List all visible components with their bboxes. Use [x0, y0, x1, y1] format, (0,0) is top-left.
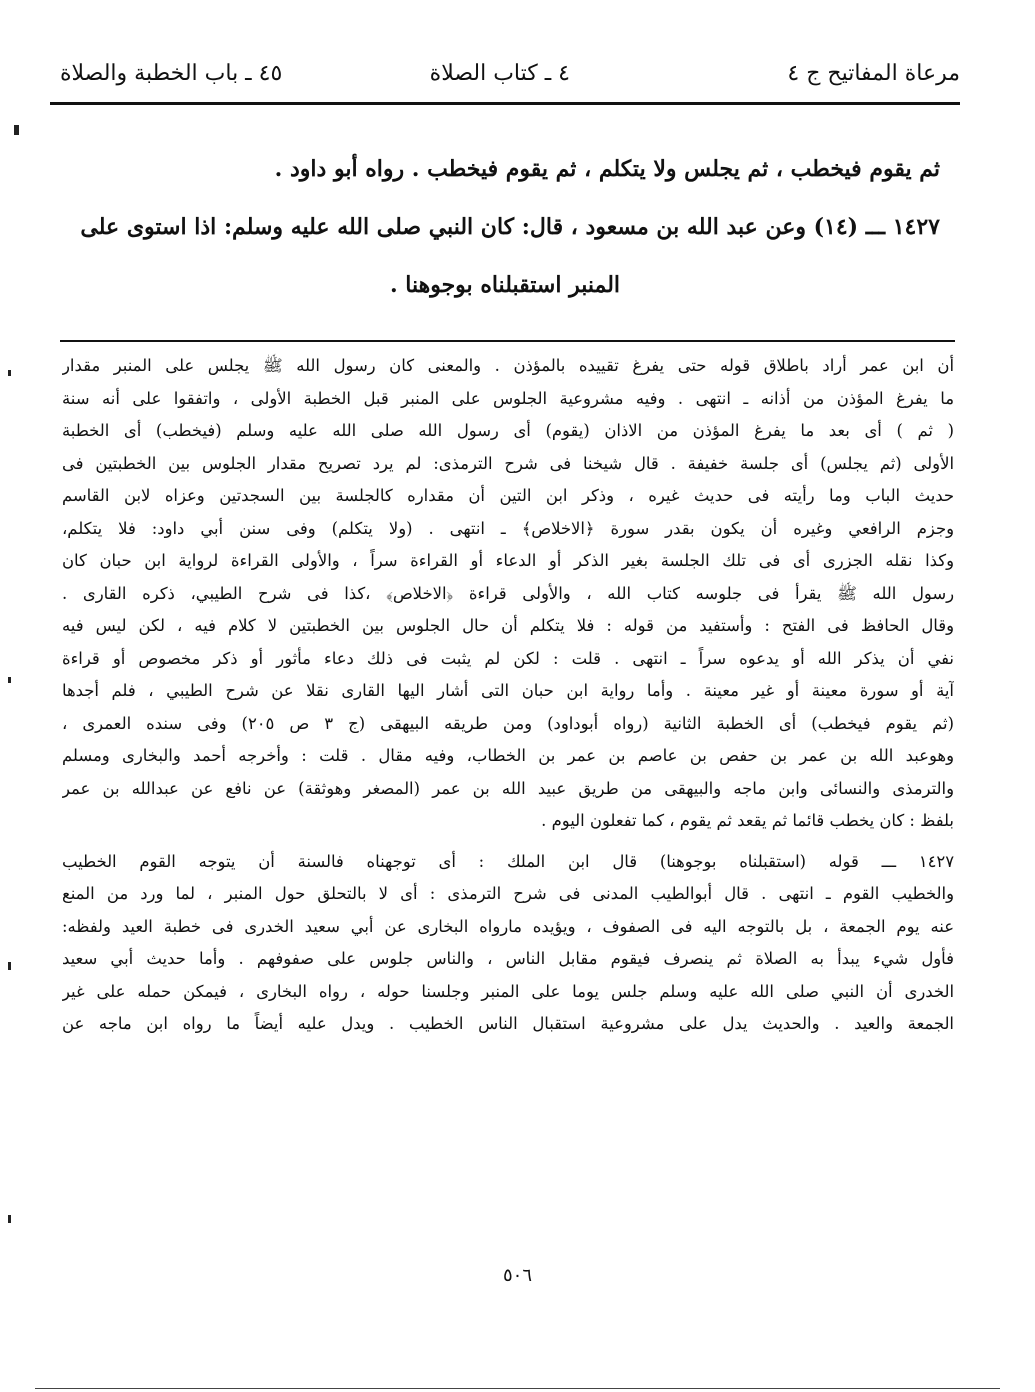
hadith-text: [70, 140, 940, 314]
commentary-line: آية أو سورة معينة أو غير معينة . وأما رواية ابن حبان التى أشار اليها القارى نقلا عن شرح الطيبي ، فلم أجدها: [62, 681, 954, 700]
commentary-line: (ثم يقوم فيخطب) أى الخطبة الثانية (رواه أبوداود) ومن طريقه البيهقى (ج ٣ ص ٢٠٥) وفى سنده العمرى ،: [62, 713, 954, 733]
commentary-line: وكذا نقله الجزرى أى فى تلك الجلسة بغير الذكر أو الدعاء أو القراءة سراً ، والأولى القراءة لرواية ابن حبان كان: [62, 551, 954, 570]
commentary-line: بلفظ : كان يخطب قائما ثم يقعد ثم يقوم ، كما تفعلون اليوم .: [541, 811, 954, 830]
commentary: [62, 350, 954, 1041]
commentary-line: ( ثم ) أى بعد ما يفرغ المؤذن من الاذان (يقوم) أى رسول الله صلى الله عليه وسلم (فيخطب) أى الخطبة: [62, 421, 954, 440]
commentary-line: فأول شيء يبدأ به الصلاة ثم ينصرف فيقوم مقابل الناس ، والناس جلوس على صفوفهم . وأما حديث أبي سعيد: [62, 949, 954, 968]
commentary-line: والترمذى والنسائى وابن ماجه والبيهقى من طريق عبيد الله بن عمر (المصغر وهوثقة) عن نافع عن عبدالله بن عمر: [62, 778, 954, 798]
scan-speck: [14, 125, 19, 135]
hadith-line: ١٤٢٧ ـــ (١٤) وعن عبد الله بن مسعود ، قال: كان النبي صلى الله عليه وسلم: اذا استوى على: [80, 214, 940, 240]
commentary-line: الجمعة والعيد . والحديث يدل على مشروعية استقبال الناس الخطيب . ويدل عليه أيضاً ما رواه ابن ماجه عن: [62, 1014, 954, 1033]
header-rule: [50, 102, 960, 105]
scan-edge: [35, 1388, 1000, 1389]
commentary-line: الخدرى أن النبي صلى الله عليه وسلم جلس يوما على المنبر وجلسنا حوله ، رواه البخارى ، فيمكن حمله على غير: [62, 981, 954, 1001]
header-chapter: ٤ ـ كتاب الصلاة: [429, 61, 570, 86]
commentary-line: نفي أن يذكر الله أو يدعوه سراً ـ انتهى . قلت : لكن لم يثبت فى ذلك دعاء مأثور أو ذكر مخصوص أو قراءة: [62, 648, 954, 668]
scan-speck: [8, 962, 11, 970]
commentary-line: وقال الحافظ فى الفتح : وأستفيد من قوله : فلا يتكلم أن حال الجلوس بين الخطبتين لا كلام فيه ، لكن ليس فيه: [62, 616, 954, 635]
commentary-line: عنه يوم الجمعة ، بل بالتوجه اليه فى الصفوف ، ويؤيده مارواه البخارى عن أبي سعيد الخدرى فى خطبة العيد ولفظه:: [62, 916, 954, 936]
footnote-rule: [60, 340, 955, 342]
commentary-line: وهوعبد الله بن عمر بن حفص بن عاصم بن عمر بن الخطاب، وفيه مقال . قلت : وأخرجه أحمد والبخارى ومسلم: [62, 746, 954, 765]
hadith-line: المنبر استقبلناه بوجوهنا .: [389, 272, 621, 298]
commentary-line: أن ابن عمر أراد باطلاق قوله حتى يفرغ تقييده بالمؤذن . والمعنى كان رسول الله ﷺ يجلس على المنبر مقدار: [62, 356, 954, 375]
commentary-line: حديث الباب وما رأيته فى حديث غيره ، وذكر ابن التين أن مقداره كالجلسة بين السجدتين وعزاه لابن القاسم: [62, 486, 954, 505]
scan-speck: [8, 370, 11, 376]
commentary-line: الأولى (ثم يجلس) أى جلسة خفيفة . قال شيخنا فى شرح الترمذى: لم يرد تصريح مقدار الجلوس بين الخطبتين فى: [62, 453, 954, 473]
commentary-line: والخطيب القوم ـ انتهى . قال أبوالطيب المدنى فى شرح الترمذى : أى لا بالتحلق حول المنبر ، لما ورد من المنع: [62, 884, 954, 903]
commentary-line: ١٤٢٧ ـــ قوله (استقبلناه بوجوهنا) قال ابن الملك : أى توجهناه فالسنة أن يتوجه القوم الخطيب: [62, 851, 954, 871]
hadith-line: ثم يقوم فيخطب ، ثم يجلس ولا يتكلم ، ثم يقوم فيخطب . رواه أبو داود .: [274, 156, 940, 182]
commentary-line: رسول الله ﷺ يقرأ فى جلوسه كتاب الله ، والأولى قراءة ﴿الاخلاص﴾ ،كذا فى شرح الطيبي، ذكره القارى .: [62, 583, 954, 603]
commentary-line: ما يفرغ المؤذن من أذانه ـ انتهى . وفيه مشروعية الجلوس على المنبر قبل الخطبة الأولى ، واتفقوا على أنه سنة: [62, 388, 954, 408]
scan-speck: [8, 677, 11, 683]
commentary-line: وجزم الرافعي وغيره أن يكون بقدر سورة ﴿الاخلاص﴾ ـ انتهى . (ولا يتكلم) وفى سنن أبي داود: فلا يتكلم،: [62, 518, 954, 538]
scan-speck: [8, 1215, 11, 1223]
header-section: ٤٥ ـ باب الخطبة والصلاة: [60, 61, 283, 86]
page-number: ٥٠٦: [502, 1265, 532, 1286]
running-header: [60, 55, 960, 101]
header-book-volume: مرعاة المفاتيح ج ٤: [787, 61, 960, 86]
